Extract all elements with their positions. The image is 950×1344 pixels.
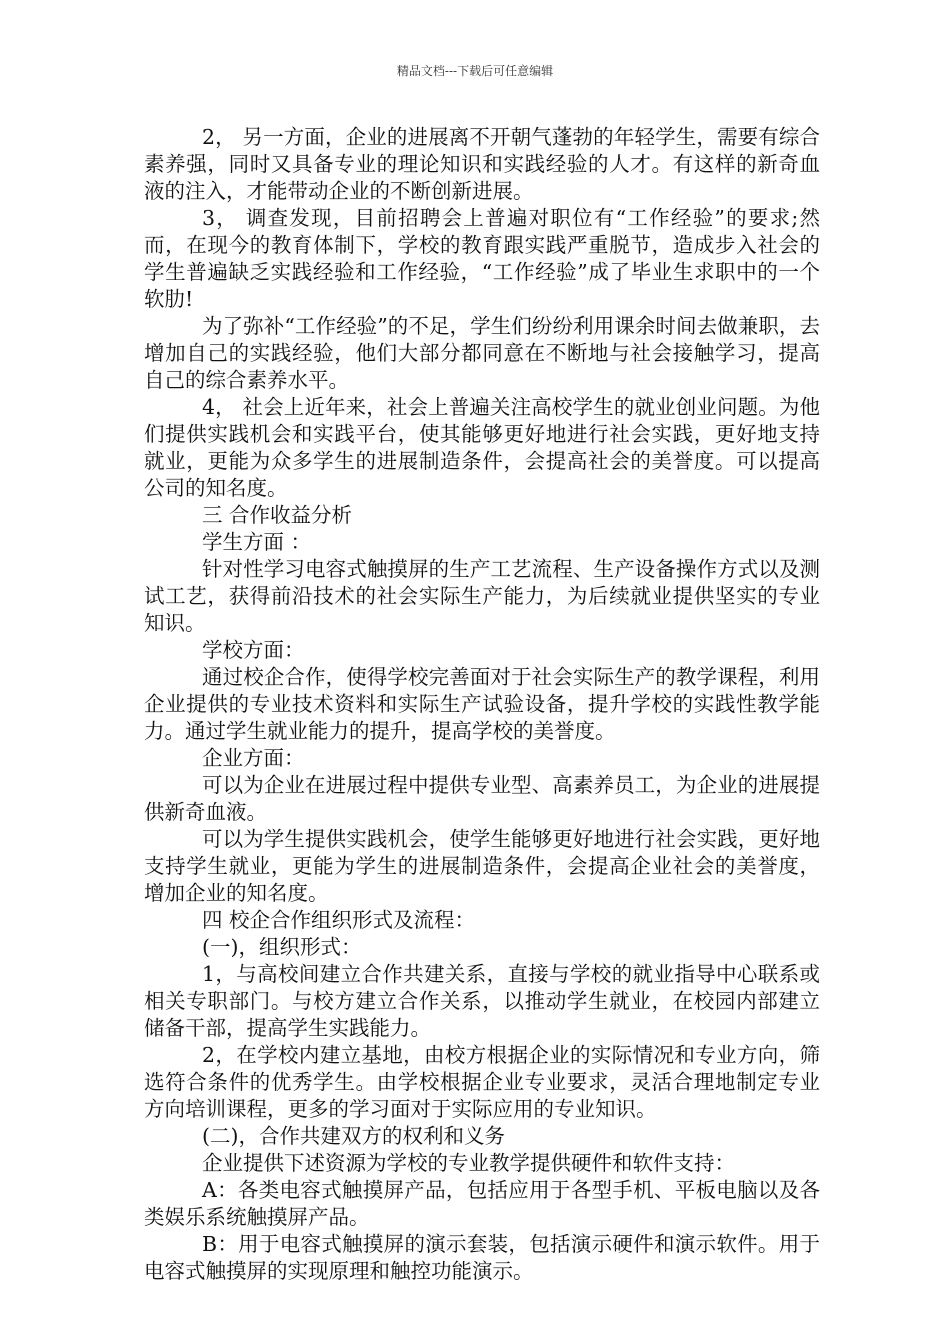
paragraph: 1，与高校间建立合作共建关系，直接与学校的就业指导中心联系或相关专职部门。与校方建立合作关系，以推动学生就业，在校园内部建立储备干部，提高学生实践能力。: [144, 962, 820, 1040]
subheading: (一)，组织形式：: [202, 935, 362, 959]
paragraph: 为了弥补“工作经验”的不足，学生们纷纷利用课余时间去做兼职，去增加自己的实践经验，他们大部分都同意在不断地与社会接触学习，提高自己的综合素养水平。: [144, 314, 820, 392]
paragraph: 企业提供下述资源为学校的专业教学提供硬件和软件支持：: [202, 1151, 735, 1175]
paragraph: 4， 社会上近年来，社会上普遍关注高校学生的就业创业问题。为他们提供实践机会和实践平台，使其能够更好地进行社会实践，更好地支持就业，更能为众多学生的进展制造条件，会提高社会的美誉度。可以提高公司的知名度。: [144, 395, 820, 500]
paragraph: A：各类电容式触摸屏产品，包括应用于各型手机、平板电脑以及各类娱乐系统触摸屏产品。: [144, 1178, 820, 1229]
document-body: [144, 124, 820, 1285]
paragraph: 可以为学生提供实践机会，使学生能够更好地进行社会实践，更好地支持学生就业，更能为学生的进展制造条件，会提高企业社会的美誉度，增加企业的知名度。: [144, 827, 820, 905]
subheading: 学生方面 ：: [202, 530, 312, 554]
paragraph: 通过校企合作，使得学校完善面对于社会实际生产的教学课程，利用企业提供的专业技术资料和实际生产试验设备，提升学校的实践性教学能力。通过学生就业能力的提升，提高学校的美誉度。: [144, 665, 820, 743]
page-header: 精品文档---下载后可任意编辑: [396, 64, 554, 78]
paragraph: 2，在学校内建立基地，由校方根据企业的实际情况和专业方向，筛选符合条件的优秀学生。由学校根据企业专业要求，灵活合理地制定专业方向培训课程，更多的学习面对于实际应用的专业知识。: [144, 1043, 820, 1121]
paragraph: 可以为企业在进展过程中提供专业型、高素养员工，为企业的进展提供新奇血液。: [144, 773, 820, 824]
paragraph: 2， 另一方面，企业的进展离不开朝气蓬勃的年轻学生，需要有综合素养强，同时又具备专业的理论知识和实践经验的人才。有这样的新奇血液的注入，才能带动企业的不断创新进展。: [144, 125, 820, 203]
section-heading: 三 合作收益分析: [202, 503, 353, 527]
subheading: 企业方面：: [202, 746, 305, 770]
paragraph: 3， 调查发现，目前招聘会上普遍对职位有“工作经验”的要求;然而，在现今的教育体制下，学校的教育跟实践严重脱节，造成步入社会的学生普遍缺乏实践经验和工作经验，“工作经验”成了毕业生求职中的一个软肋!: [144, 206, 820, 311]
paragraph: 针对性学习电容式触摸屏的生产工艺流程、生产设备操作方式以及测试工艺，获得前沿技术的社会实际生产能力，为后续就业提供坚实的专业知识。: [144, 557, 820, 635]
subheading: 学校方面：: [202, 638, 305, 662]
paragraph: B：用于电容式触摸屏的演示套装，包括演示硬件和演示软件。用于电容式触摸屏的实现原理和触控功能演示。: [144, 1232, 820, 1283]
section-heading: 四 校企合作组织形式及流程：: [202, 908, 476, 932]
subheading: (二)，合作共建双方的权利和义务: [202, 1124, 505, 1148]
